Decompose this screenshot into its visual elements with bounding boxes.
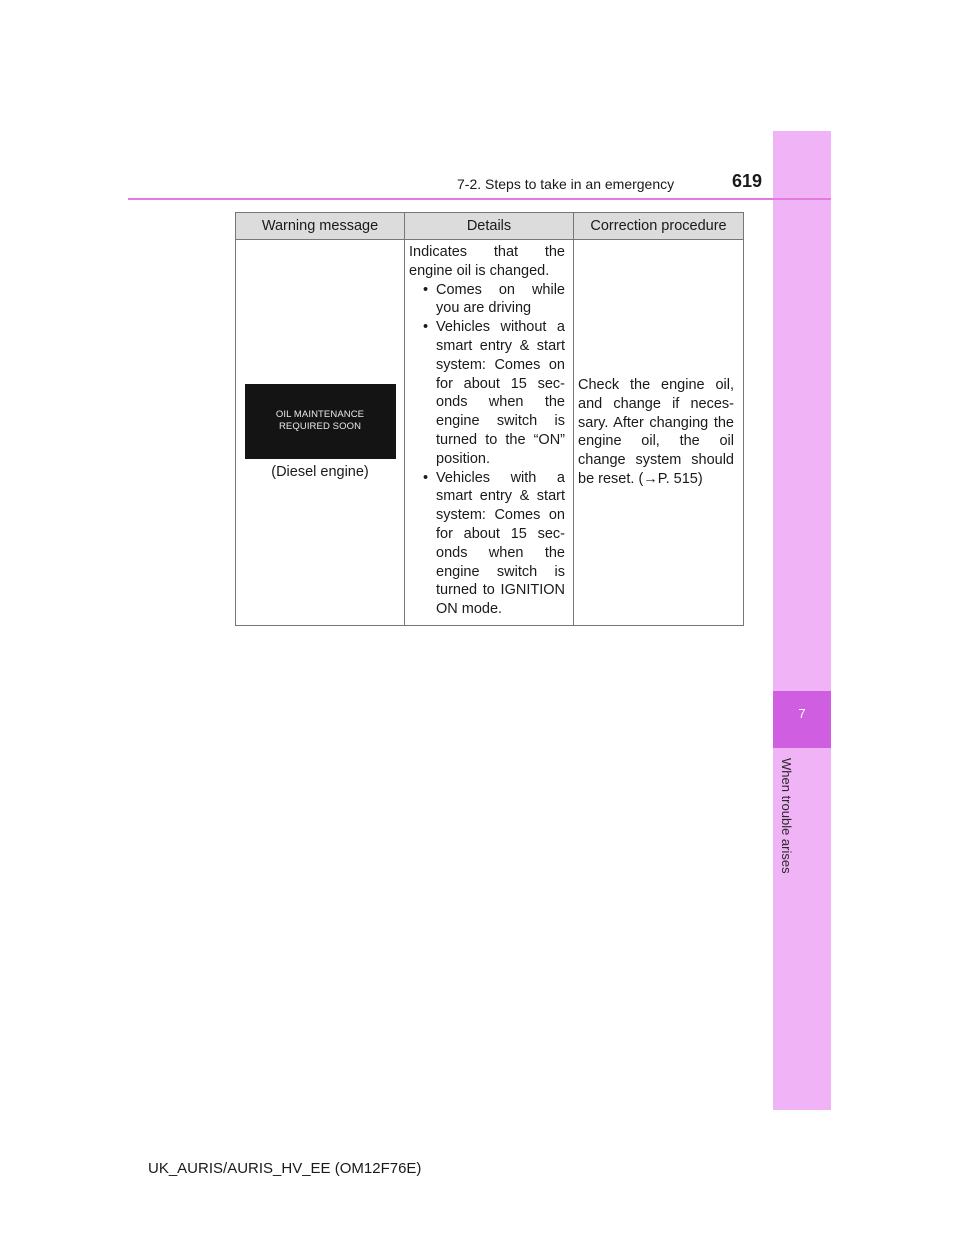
list-item — [409, 469, 565, 619]
section-title: 7-2. Steps to take in an emergency — [457, 176, 675, 192]
display-text-line: REQUIRED SOON — [278, 421, 362, 433]
page-number: 619 — [732, 171, 763, 191]
bullet-icon: • — [423, 319, 429, 336]
side-tab — [773, 131, 831, 1110]
header-rule — [128, 198, 831, 200]
bullet-icon: • — [423, 281, 429, 298]
bullet-icon: • — [423, 469, 429, 486]
warning-table — [235, 212, 744, 626]
oil-maintenance-display-image — [245, 384, 396, 459]
header-correction-procedure: Correction procedure — [574, 213, 744, 240]
list-item — [409, 318, 565, 468]
display-text-line: OIL MAINTENANCE — [275, 409, 365, 421]
chapter-title: When trouble arises — [779, 758, 794, 874]
message-caption: (Diesel engine) — [271, 463, 369, 480]
table-header-row — [236, 213, 744, 240]
correction-text: Check the engine oil, and change if neces-sary. After changing the engine oil, the oil change system should be reset. (→P. 515) — [578, 377, 734, 488]
correction-procedure-cell — [574, 240, 744, 626]
warning-message-cell — [236, 240, 405, 626]
details-intro: Indicates that the engine oil is changed. — [409, 244, 565, 279]
details-cell — [405, 240, 574, 626]
chapter-number: 7 — [798, 706, 806, 721]
header-details: Details — [405, 213, 574, 240]
footer-code: UK_AURIS/AURIS_HV_EE (OM12F76E) — [148, 1160, 422, 1177]
list-item-text: Vehicles without a smart entry & start system: Comes on for about 15 sec-onds when the engine switch is turned to the “ON” position. — [436, 319, 565, 467]
header-warning-message: Warning message — [236, 213, 405, 240]
list-item-text: Comes on while you are driving — [436, 281, 565, 317]
list-item-text: Vehicles with a smart entry & start system: Comes on for about 15 sec-onds when the engine switch is turned to IGNITION ON mode. — [436, 469, 565, 618]
list-item — [409, 281, 565, 319]
table-row — [236, 240, 744, 626]
details-list — [409, 281, 565, 619]
